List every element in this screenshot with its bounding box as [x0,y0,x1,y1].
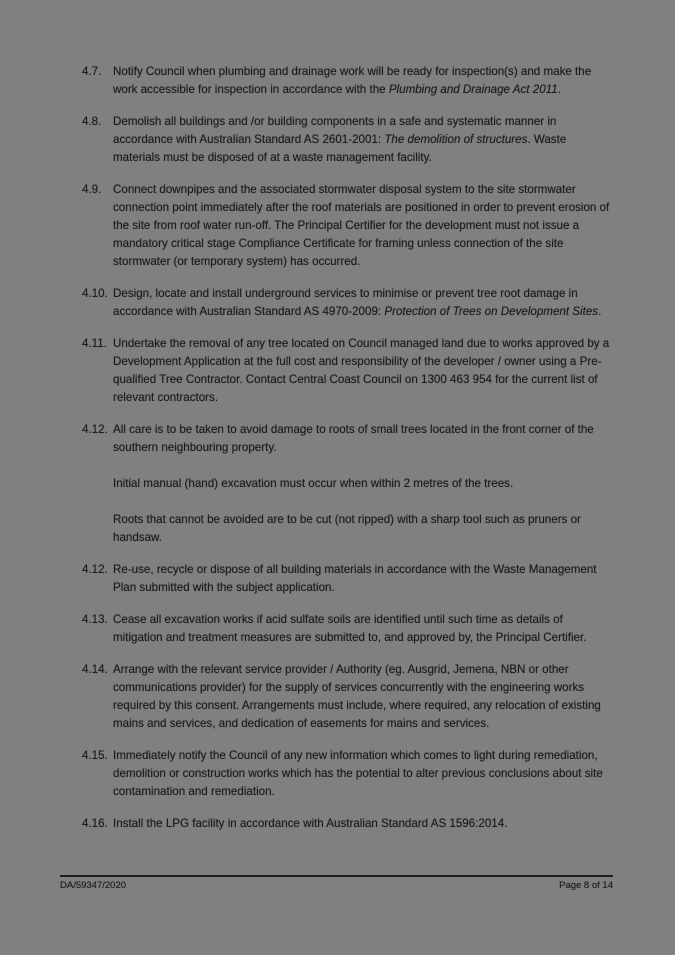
condition-number: 4.11. [82,337,107,350]
condition-number: 4.9. [82,183,102,196]
condition-number: 4.14. [82,663,108,676]
condition-text: Re-use, recycle or dispose of all building materials in accordance with the Waste Management Plan submitted with the subject application. [113,563,597,594]
condition-text: Undertake the removal of any tree located on Council managed land due to works approved by a Development Application at the full cost and responsibility of the developer / owner using a Pre-qualified Tree Contractor. Contact Central Coast Council on 1300 463 954 for the current list of relevant contractors. [113,337,610,404]
condition-text: Immediately notify the Council of any new information which comes to light during remediation, demolition or construction works which has the potential to alter previous conclusions about site contamination and remediation. [113,749,603,798]
condition-text: Connect downpipes and the associated stormwater disposal system to the site stormwater connection point immediately after the roof materials are positioned in order to prevent erosion of the site from roof water run-off. The Principal Certifier for the development must not issue a mandatory critical stage Compliance Certificate for framing unless connection of the site stormwater (or temporary system) has occurred. [113,183,610,268]
condition-item [82,335,613,407]
condition-item [82,181,613,271]
condition-text: Install the LPG facility in accordance with Australian Standard AS 1596:2014. [113,817,508,830]
condition-text: Design, locate and install underground services to minimise or prevent tree root damage in accordance with Australian Standard AS 4970-2009: Protection of Trees on Development Sites. [113,287,602,318]
condition-item [82,421,613,547]
condition-item [82,113,613,167]
condition-text: Arrange with the relevant service provider / Authority (eg. Ausgrid, Jemena, NBN or other communications provider) for the supply of services concurrently with the engineering works required by this consent. Arrangements must include, where required, any relocation of existing mains and services, and dedication of easements for mains and services. [113,663,601,730]
condition-text: Demolish all buildings and /or building components in a safe and systematic manner in accordance with Australian Standard AS 2601-2001: The demolition of structures. Waste materials must be disposed of at a waste management facility. [113,115,567,164]
condition-text: Cease all excavation works if acid sulfate soils are identified until such time as details of mitigation and treatment measures are submitted to, and approved by, the Principal Certifier. [113,613,587,644]
condition-item [82,661,613,733]
condition-item [82,561,613,597]
condition-number: 4.10. [82,287,108,300]
page-footer [60,875,613,892]
conditions-list [82,63,613,847]
condition-number: 4.12. [82,563,108,576]
condition-number: 4.16. [82,817,108,830]
condition-number: 4.15. [82,749,108,762]
condition-item [82,611,613,647]
condition-number: 4.7. [82,65,102,78]
condition-number: 4.12. [82,423,108,436]
document-reference: DA/59347/2020 [60,880,127,891]
condition-number: 4.13. [82,613,108,626]
condition-number: 4.8. [82,115,102,128]
condition-item [82,285,613,321]
page-number: Page 8 of 14 [559,880,613,891]
condition-item [82,63,613,99]
condition-item [82,815,613,833]
condition-item [82,747,613,801]
condition-text: Notify Council when plumbing and drainage work will be ready for inspection(s) and make the work accessible for inspection in accordance with the Plumbing and Drainage Act 2011. [113,65,592,96]
condition-text: All care is to be taken to avoid damage to roots of small trees located in the front corner of the southern neighbouring property. Initial manual (hand) excavation must occur when within 2 metres of the trees. Roots that cannot be avoided are to be cut (not ripped) with a sharp tool such as pruners or handsaw. [113,423,594,544]
